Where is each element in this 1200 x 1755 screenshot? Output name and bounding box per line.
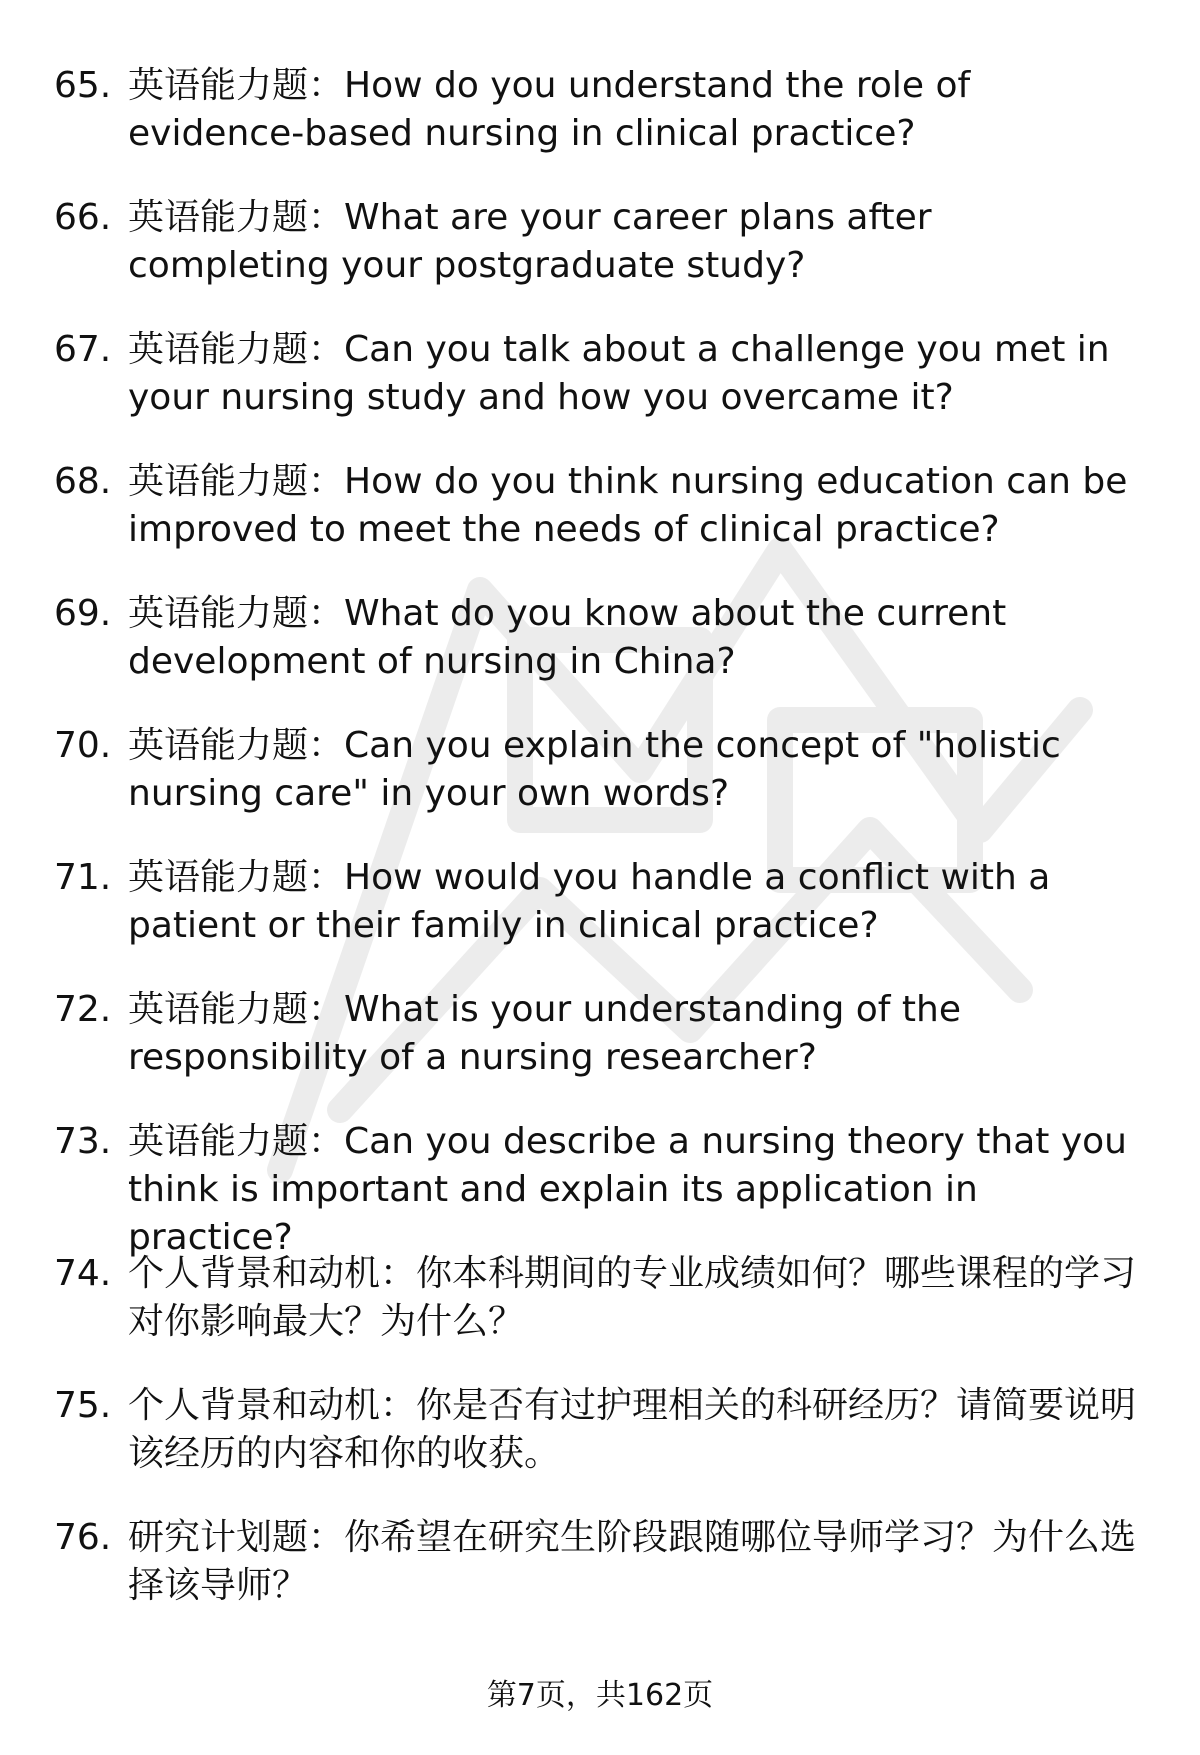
question-number: 65. <box>54 65 112 106</box>
question-number: 70. <box>54 725 112 766</box>
list-item <box>0 62 1200 194</box>
question-number: 73. <box>54 1121 112 1162</box>
list-item <box>0 1118 1200 1258</box>
question-text: 英语能力题：Can you talk about a challenge you met in your nursing study and how you overcame it? <box>128 329 1110 418</box>
question-text: 英语能力题：How do you understand the role of evidence-based nursing in clinical practice? <box>128 65 971 154</box>
list-item <box>0 1514 1200 1646</box>
question-number: 66. <box>54 197 112 238</box>
list-item <box>0 1250 1200 1382</box>
question-list <box>0 62 1200 1646</box>
question-number: 68. <box>54 461 112 502</box>
list-item <box>0 326 1200 458</box>
question-number: 69. <box>54 593 112 634</box>
list-item <box>0 1382 1200 1514</box>
question-text: 英语能力题：How would you handle a conflict with a patient or their family in clinical practice? <box>128 857 1051 946</box>
question-number: 76. <box>54 1517 112 1558</box>
question-number: 74. <box>54 1253 112 1294</box>
page-number-label: 第7页，共162页 <box>486 1678 714 1713</box>
question-text: 个人背景和动机：你是否有过护理相关的科研经历？请简要说明该经历的内容和你的收获。 <box>128 1385 1137 1474</box>
page-footer <box>0 1676 1200 1716</box>
list-item <box>0 458 1200 590</box>
question-number: 71. <box>54 857 112 898</box>
question-text: 研究计划题：你希望在研究生阶段跟随哪位导师学习？为什么选择该导师？ <box>128 1517 1137 1606</box>
question-text: 英语能力题：Can you explain the concept of "holistic nursing care" in your own words? <box>128 725 1061 814</box>
question-text: 英语能力题：Can you describe a nursing theory that you think is important and explain its application in practice? <box>128 1121 1128 1258</box>
question-text: 英语能力题：What are your career plans after completing your postgraduate study? <box>128 197 932 286</box>
question-number: 75. <box>54 1385 112 1426</box>
list-item <box>0 854 1200 986</box>
list-item <box>0 590 1200 722</box>
question-text: 英语能力题：What is your understanding of the responsibility of a nursing researcher? <box>128 989 961 1078</box>
question-number: 72. <box>54 989 112 1030</box>
question-text: 英语能力题：How do you think nursing education can be improved to meet the needs of clinical practice? <box>128 461 1128 550</box>
question-number: 67. <box>54 329 112 370</box>
list-item <box>0 986 1200 1118</box>
list-item <box>0 194 1200 326</box>
question-text: 英语能力题：What do you know about the current development of nursing in China? <box>128 593 1007 682</box>
question-text: 个人背景和动机：你本科期间的专业成绩如何？哪些课程的学习对你影响最大？为什么？ <box>128 1253 1137 1342</box>
list-item <box>0 722 1200 854</box>
